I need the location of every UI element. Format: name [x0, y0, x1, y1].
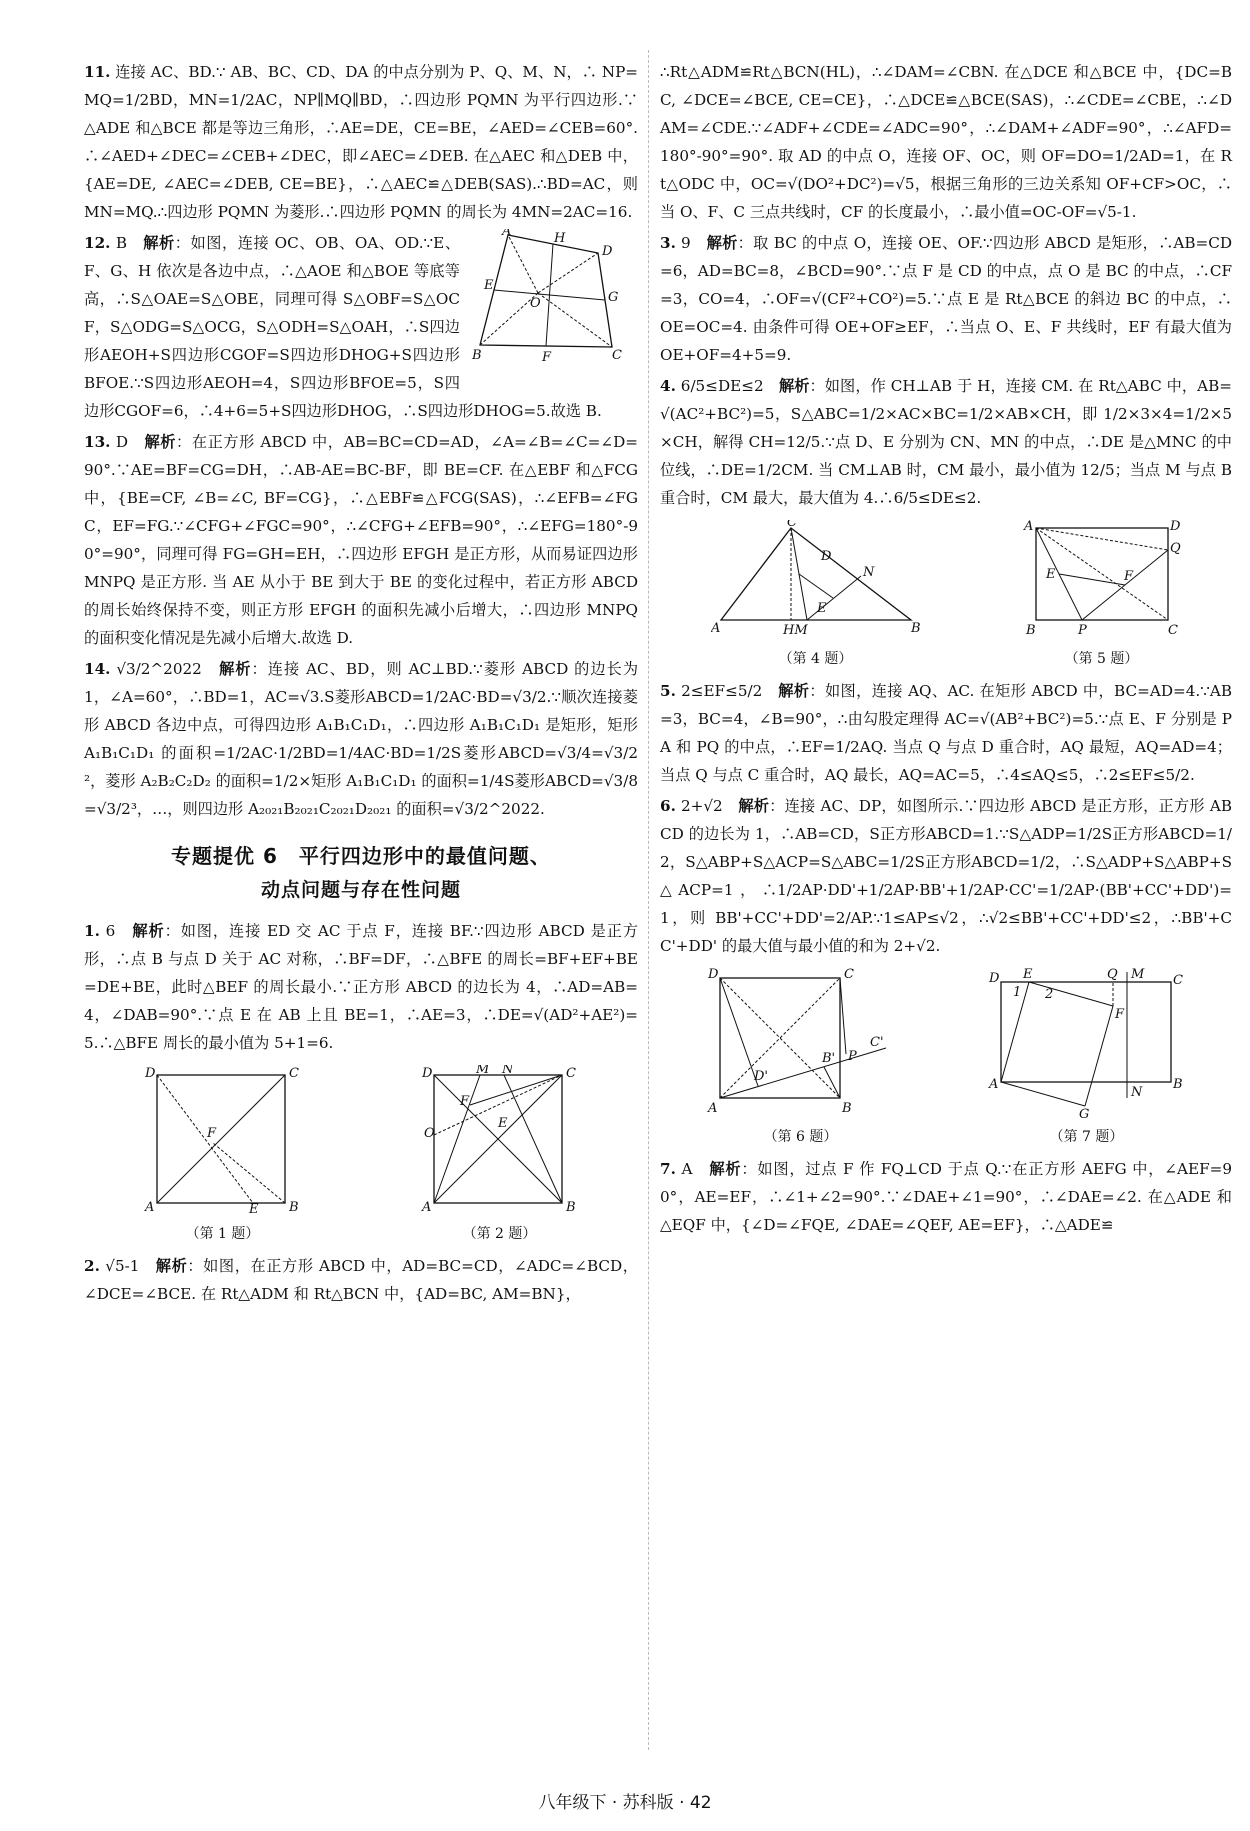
q-number: 14. [84, 660, 111, 678]
svg-text:E: E [484, 278, 494, 293]
svg-text:D: D [144, 1066, 155, 1081]
analysis-label: 解析 [778, 377, 810, 395]
svg-text:P: P [847, 1049, 857, 1064]
q-number: 4. [660, 377, 676, 395]
figure-caption: （第 7 题） [1049, 1129, 1124, 1145]
q-answer: D [115, 433, 129, 451]
analysis-label: 解析 [144, 433, 177, 451]
svg-text:B: B [841, 1101, 852, 1116]
svg-text:O: O [530, 296, 541, 311]
section-title: 专题提优 6 平行四边形中的最值问题、 [171, 844, 551, 868]
q-answer: 2≤EF≤5/2 [681, 682, 763, 700]
svg-text:P: P [1077, 623, 1087, 638]
q-text: ：在正方形 ABCD 中，AB=BC=CD=AD，∠A=∠B=∠C=∠D=90°.∵AE=BF=CG=DH，∴AB-AE=BC-BF，即 BE=CF. 在△EBF 和△FCG 中，{BE=CF, ∠B=∠C, BF=CG}，∴△EBF≌△FCG(SAS)，∴∠EFB=∠FGC，EF=FG.∵∠CFG+∠FGC=90°，∴∠CFG+∠EFB=90°，∴∠EFG=180°-90°=90°，同理可得 FG=GH=EH，∴四边形 EFGH 是正方形，从而易证四边形 MNPQ 是正方形. 当 AE 从小于 BE 到大于 BE 的变化过程中，若正方形 ABCD 的周长始终保持不变，则正方形 EFGH 的面积先减小后增大，∴四边形 MNPQ 的面积变化情况是先减小后增大.故选 D. [84, 433, 639, 647]
svg-text:D: D [421, 1066, 432, 1081]
q-answer: A [681, 1160, 693, 1178]
left-column [84, 58, 638, 1311]
q-number: 1. [84, 922, 100, 940]
svg-text:A: A [1023, 520, 1033, 534]
svg-text:F: F [542, 350, 552, 365]
svg-text:2: 2 [1044, 987, 1053, 1002]
answer-q14 [84, 655, 638, 823]
figure-1 [143, 1065, 303, 1244]
figure-caption: （第 4 题） [778, 651, 853, 667]
svg-text:Q: Q [1106, 968, 1118, 982]
q-number: 12. [84, 234, 111, 252]
svg-text:B': B' [821, 1051, 835, 1066]
figure-5 [1022, 520, 1182, 669]
analysis-label: 解析 [778, 682, 810, 700]
svg-text:D: D [602, 244, 613, 259]
figure-caption: （第 6 题） [763, 1129, 838, 1145]
figure-6 [706, 968, 896, 1147]
q-text: 连接 AC、BD.∵ AB、BC、CD、DA 的中点分别为 P、Q、M、N，∴ NP=MQ=1/2BD，MN=1/2AC，NP∥MQ∥BD，∴四边形 PQMN 为平行四边形.∵△ADE 和△BCE 都是等边三角形，∴AE=DE，CE=BE，∠AED=∠CEB=60°.∴∠AED+∠DEC=∠CEB+∠DEC，即∠AEC=∠DEB. 在△AEC 和△DEB 中，{AE=DE, ∠AEC=∠DEB, CE=BE}，∴△AEC≌△DEB(SAS).∴BD=AC，则 MN=MQ.∴四边形 PQMN 为菱形.∴四边形 PQMN 的周长为 4MN=2AC=16. [84, 63, 639, 221]
square-diagram-1 [143, 1065, 303, 1215]
figure-7 [987, 968, 1187, 1147]
svg-text:M: M [1130, 968, 1144, 982]
svg-text:Q: Q [1169, 541, 1181, 556]
q-text: ：如图，在正方形 ABCD 中，AD=BC=CD，∠ADC=∠BCD，∠DCE=∠BCE. 在 Rt△ADM 和 Rt△BCN 中，{AD=BC, AM=BN}， [84, 1257, 638, 1303]
q-answer: 9 [681, 234, 691, 252]
svg-text:F: F [206, 1126, 216, 1141]
q-answer: 2+√2 [680, 797, 723, 815]
q-number: 7. [660, 1160, 676, 1178]
q-text: ：连接 AC、DP，如图所示.∵四边形 ABCD 是正方形，正方形 ABCD 的边长为 1，∴AB=CD，S正方形ABCD=1.∵S△ADP=1/2S正方形ABCD=1/2，S△ABP+S△ACP=S△ABC=1/2S正方形ABCD=1/2，∴S△ADP+S△ABP+S△ACP=1，∴1/2AP·DD'+1/2AP·BB'+1/2AP·CC'=1/2AP·(BB'+CC'+DD')=1，则 BB'+CC'+DD'=2/AP.∵1≤AP≤√2，∴√2≤BB'+CC'+DD'≤2，∴BB'+CC'+DD' 的最大值与最小值的和为 2+√2. [660, 797, 1233, 955]
q-text: ：取 BC 的中点 O，连接 OE、OF.∵四边形 ABCD 是矩形，∴AB=CD=6，AD=BC=8，∠BCD=90°.∵点 F 是 CD 的中点，点 O 是 BC 的中点，∴CF=3，CO=4，∴OF=√(CF²+CO²)=5.∵点 E 是 Rt△BCE 的斜边 BC 的中点，∴OE=OC=4. 由条件可得 OE+OF≥EF，∴当点 O、E、F 共线时，EF 有最大值为 OE+OF=4+5=9. [660, 234, 1233, 364]
square-diagram-7 [987, 968, 1187, 1118]
analysis-label: 解析 [219, 660, 252, 678]
q-text: ：如图，连接 OC、OB、OA、OD.∵E、F、G、H 依次是各边中点，∴△AOE 和△BOE 等底等高，∴S△OAE=S△OBE，同理可得 S△OBF=S△OCF，S△ODG=S△OCG，S△ODH=S△OAH，∴S四边形AEOH+S四边形CGOF=S四边形DHOG+S四边形BFOE.∵S四边形AEOH=4，S四边形BFOE=5，S四边形CGOF=6，∴4+6=5+S四边形DHOG，∴S四边形DHOG=5.故选 B. [84, 234, 602, 420]
svg-text:N: N [862, 565, 874, 580]
svg-text:A: A [707, 1101, 717, 1116]
svg-text:B: B [1172, 1077, 1183, 1092]
svg-text:B: B [472, 348, 482, 363]
svg-text:E: E [816, 601, 826, 616]
analysis-label: 解析 [738, 797, 770, 815]
svg-text:HM: HM [782, 623, 808, 638]
svg-text:C: C [1172, 973, 1183, 988]
answer-p6 [660, 792, 1232, 960]
q-number: 3. [660, 234, 676, 252]
answer-q11 [84, 58, 638, 226]
section-heading [84, 839, 638, 907]
analysis-label: 解析 [709, 1160, 742, 1178]
svg-text:C: C [843, 968, 854, 982]
svg-text:B: B [288, 1200, 299, 1215]
figure-2 [420, 1065, 580, 1244]
svg-text:B: B [1025, 623, 1036, 638]
page-footer: 八年级下 · 苏科版 · 42 [538, 1793, 712, 1813]
answer-p5 [660, 677, 1232, 789]
figure-caption: （第 5 题） [1064, 651, 1139, 667]
q-answer: 6/5≤DE≤2 [680, 377, 764, 395]
answer-p7 [660, 1155, 1232, 1239]
svg-text:A: A [710, 621, 720, 636]
svg-text:E: E [1022, 968, 1032, 982]
svg-text:D: D [707, 968, 718, 982]
section-subtitle: 动点问题与存在性问题 [260, 879, 461, 901]
q-number: 5. [660, 682, 676, 700]
svg-text:E: E [1045, 567, 1055, 582]
figure-q12 [468, 229, 638, 378]
svg-text:B: B [565, 1200, 576, 1215]
square-diagram-2 [420, 1065, 580, 1215]
svg-text:B: B [910, 621, 921, 636]
svg-text:N: N [1130, 1085, 1142, 1100]
svg-text:F: F [1123, 569, 1133, 584]
svg-text:E: E [248, 1202, 258, 1215]
svg-text:G: G [1078, 1107, 1089, 1118]
svg-text:A: A [421, 1200, 431, 1215]
q-text: ：连接 AC、BD，则 AC⊥BD.∵菱形 ABCD 的边长为 1，∠A=60°，∴BD=1，AC=√3.S菱形ABCD=1/2AC·BD=√3/2.∵顺次连接菱形 ABCD 各边中点，可得四边形 A₁B₁C₁D₁，∴四边形 A₁B₁C₁D₁ 是矩形，矩形 A₁B₁C₁D₁ 的面积=1/2AC·1/2BD=1/4AC·BD=1/2S菱形ABCD=√3/4=√3/2²，菱形 A₂B₂C₂D₂ 的面积=1/2×矩形 A₁B₁C₁D₁ 的面积=1/4S菱形ABCD=√3/8=√3/2³，…，则四边形 A₂₀₂₁B₂₀₂₁C₂₀₂₁D₂₀₂₁ 的面积=√3/2^2022. [84, 660, 639, 818]
q-answer: 6 [105, 922, 116, 940]
svg-text:N: N [501, 1065, 513, 1077]
q-number: 13. [84, 433, 111, 451]
answer-q13 [84, 428, 638, 652]
figures-1-2 [84, 1065, 638, 1244]
svg-text:A: A [988, 1077, 998, 1092]
answer-p1 [84, 917, 638, 1057]
svg-text:E: E [497, 1116, 507, 1131]
answer-p4 [660, 372, 1232, 512]
svg-text:D: D [988, 971, 999, 986]
svg-text:H: H [554, 231, 566, 246]
svg-text:C: C [565, 1066, 576, 1081]
svg-text:C': C' [869, 1035, 884, 1050]
q-text: ：如图，连接 ED 交 AC 于点 F，连接 BF.∵四边形 ABCD 是正方形，∴点 B 与点 D 关于 AC 对称，∴BF=DF，∴△BFE 的周长=BF+EF+BE=DE+BE，此时△BEF 的周长最小.∵正方形 ABCD 的边长为 4，∴AD=AB=4，∠DAB=90°.∵点 E 在 AB 上且 BE=1，∴AE=3，∴DE=√(AD²+AE²)=5.∴△BFE 周长的最小值为 5+1=6. [84, 922, 639, 1052]
q-text: ：如图，连接 AQ、AC. 在矩形 ABCD 中，BC=AD=4.∵AB=3，BC=4，∠B=90°，∴由勾股定理得 AC=√(AB²+BC²)=5.∵点 E、F 分别是 PA 和 PQ 的中点，∴EF=1/2AQ. 当点 Q 与点 D 重合时，AQ 最短，AQ=AD=4；当点 Q 与点 C 重合时，AQ 最长，AQ=AC=5，∴4≤AQ≤5，∴2≤EF≤5/2. [660, 682, 1232, 784]
figure-4 [711, 520, 921, 669]
figures-6-7 [660, 968, 1232, 1147]
square-diagram-6 [706, 968, 896, 1118]
triangle-diagram-4 [711, 520, 921, 640]
q-answer: B [115, 234, 127, 252]
q-answer: √3/2^2022 [116, 660, 202, 678]
svg-text:C: C [1167, 623, 1178, 638]
column-divider [648, 50, 649, 1750]
svg-text:C: C [786, 520, 797, 530]
figure-caption: （第 1 题） [185, 1226, 260, 1242]
answer-p2 [84, 1252, 638, 1308]
figure-caption: （第 2 题） [462, 1226, 537, 1242]
q-text: ：如图，过点 F 作 FQ⊥CD 于点 Q.∵在正方形 AEFG 中，∠AEF=90°，AE=EF，∴∠1+∠2=90°.∵∠DAE+∠1=90°，∴∠DAE=∠2. 在△ADE 和△EQF 中，{∠D=∠FQE, ∠DAE=∠QEF, AE=EF}，∴△ADE≌ [660, 1160, 1233, 1234]
figures-4-5 [660, 520, 1232, 669]
svg-text:A: A [144, 1200, 154, 1215]
svg-text:C: C [612, 348, 622, 363]
right-column [660, 58, 1232, 1242]
q-text: ：如图，作 CH⊥AB 于 H，连接 CM. 在 Rt△ABC 中，AB=√(AC²+BC²)=5，S△ABC=1/2×AC×BC=1/2×AB×CH，即 1/2×3×4=1/2×5×CH，解得 CH=12/5.∵点 D、E 分别为 CN、MN 的中点，∴DE 是△MNC 的中位线，∴DE=1/2CM. 当 CM⊥AB 时，CM 最小，最小值为 12/5；当点 M 与点 B 重合时，CM 最大，最大值为 4.∴6/5≤DE≤2. [660, 377, 1233, 507]
svg-text:D: D [1169, 520, 1180, 534]
svg-text:1: 1 [1012, 985, 1021, 1000]
svg-text:D: D [820, 549, 831, 564]
svg-text:G: G [608, 290, 619, 305]
svg-text:C: C [288, 1066, 299, 1081]
svg-text:F: F [1114, 1007, 1124, 1022]
rectangle-diagram-5 [1022, 520, 1182, 640]
quadrilateral-diagram [468, 229, 638, 369]
svg-text:F: F [459, 1094, 469, 1109]
svg-text:A: A [502, 229, 512, 239]
analysis-label: 解析 [706, 234, 738, 252]
answer-p3 [660, 229, 1232, 369]
q-number: 6. [660, 797, 676, 815]
q-answer: √5-1 [105, 1257, 140, 1275]
answer-p2-continued: ∴Rt△ADM≌Rt△BCN(HL)，∴∠DAM=∠CBN. 在△DCE 和△BCE 中，{DC=BC, ∠DCE=∠BCE, CE=CE}，∴△DCE≌△BCE(SAS)，∴∠CDE=∠CBE，∴∠DAM=∠CDE.∵∠ADF+∠CDE=∠ADC=90°，∴∠DAM+∠ADF=90°，∴∠AFD=180°-90°=90°. 取 AD 的中点 O，连接 OF、OC，则 OF=DO=1/2AD=1，在 Rt△ODC 中，OC=√(DO²+DC²)=√5，根据三角形的三边关系知 OF+CF>OC，∴当 O、F、C 三点共线时，CF 的长度最小，∴最小值=OC-OF=√5-1. [660, 63, 1232, 221]
analysis-label: 解析 [155, 1257, 188, 1275]
analysis-label: 解析 [132, 922, 165, 940]
svg-text:O: O [423, 1126, 435, 1141]
q-number: 2. [84, 1257, 100, 1275]
svg-text:M: M [475, 1065, 489, 1077]
svg-text:D': D' [753, 1069, 768, 1084]
analysis-label: 解析 [143, 234, 175, 252]
q-number: 11. [84, 63, 111, 81]
